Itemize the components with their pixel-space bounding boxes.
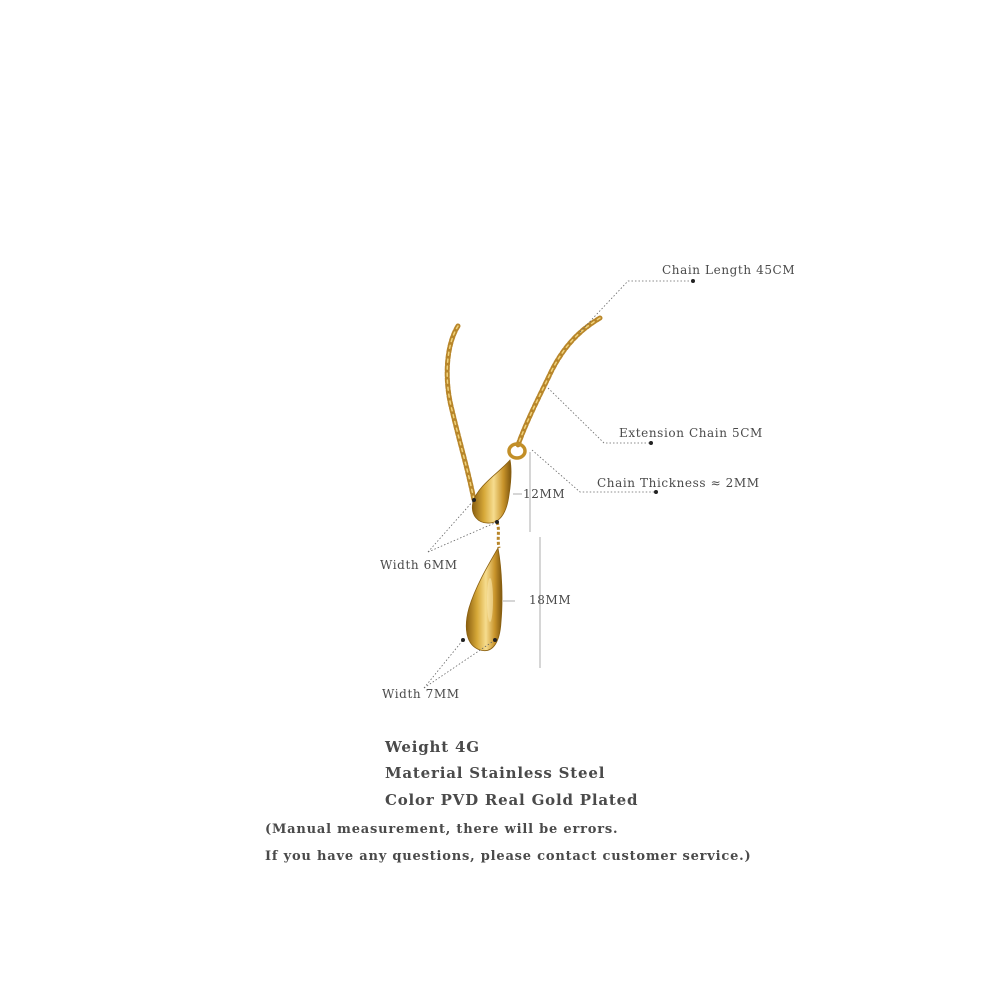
small-width-leader-b <box>428 522 497 552</box>
large-pendant-highlight <box>487 578 493 622</box>
small-width-dot-b <box>495 520 499 524</box>
large-teardrop-pendant <box>466 548 502 651</box>
chain-thickness-label: Chain Thickness ≈ 2MM <box>597 476 760 490</box>
material-spec: Material Stainless Steel <box>385 764 606 782</box>
connector-chain <box>497 522 499 548</box>
extension-chain-label: Extension Chain 5CM <box>619 426 763 440</box>
extension-chain-dot <box>649 441 653 445</box>
small-drop-height-label: 12MM <box>523 487 566 501</box>
large-drop-width-label: Width 7MM <box>382 687 460 701</box>
large-width-dot-a <box>461 638 465 642</box>
large-width-dot-b <box>493 638 497 642</box>
necklace-chain-left <box>447 326 474 500</box>
small-width-leader-a <box>428 500 474 552</box>
small-drop-width-label: Width 6MM <box>380 558 458 572</box>
chain-thickness-dot <box>654 490 658 494</box>
chain-length-leader <box>580 281 693 332</box>
color-spec: Color PVD Real Gold Plated <box>385 791 639 809</box>
large-width-leader-a <box>424 640 463 688</box>
small-teardrop-pendant <box>472 460 511 523</box>
chain-length-dot <box>691 279 695 283</box>
necklace-chain-right <box>518 318 600 445</box>
large-drop-height-label: 18MM <box>529 593 572 607</box>
measurement-note: (Manual measurement, there will be errors. <box>265 822 619 837</box>
chain-length-label: Chain Length 45CM <box>662 263 796 277</box>
customer-service-note: If you have any questions, please contact customer service.) <box>265 849 752 864</box>
small-width-dot-a <box>472 498 476 502</box>
weight-spec: Weight 4G <box>385 738 480 756</box>
